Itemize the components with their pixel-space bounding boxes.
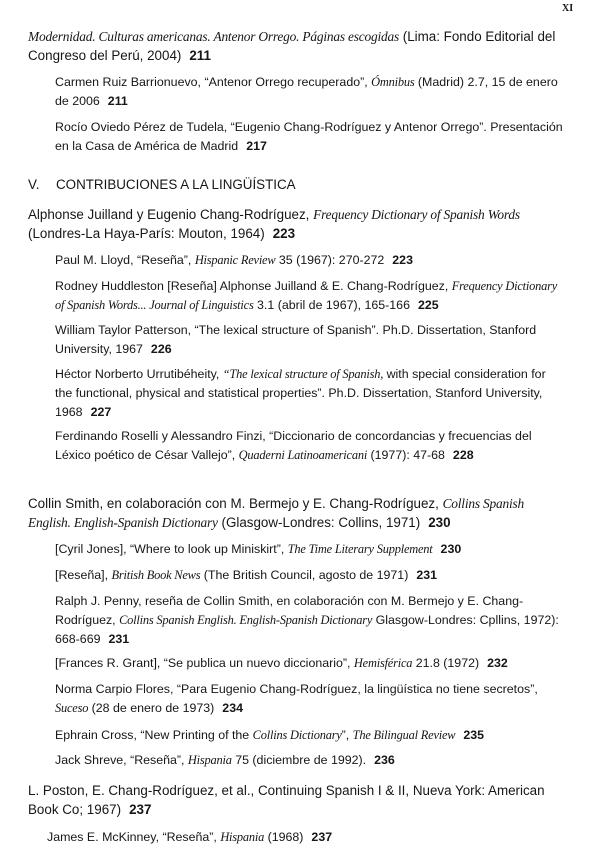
entry-text: Glasgow-Londres: Cpllins, 1972): 668-669	[55, 613, 559, 646]
entry-text: [Cyril Jones], “Where to look up Miniskirt”,	[55, 542, 288, 556]
page-number: 226	[150, 342, 172, 356]
bibliography-entry	[28, 494, 568, 532]
entry-text: 75 (diciembre de 1992).	[231, 753, 367, 767]
entry-text: (The British Council, agosto de 1971)	[200, 568, 409, 582]
section-title: CONTRIBUCIONES A LA LINGÜÍSTICA	[56, 177, 296, 192]
page-number: 223	[272, 226, 296, 241]
entry-title-italic: Hemisférica	[353, 656, 413, 670]
entry-text: 35 (1967): 270-272	[275, 253, 385, 267]
page-number: 228	[452, 448, 474, 462]
page-number: 211	[107, 94, 128, 108]
bibliography-entry	[55, 751, 565, 770]
page-number: 231	[108, 632, 130, 646]
entry-title-italic: Hispania	[220, 830, 265, 844]
page-number: 237	[311, 830, 333, 844]
bibliography-entry	[28, 781, 568, 819]
page-folio: XI	[562, 3, 574, 14]
bibliography-entry	[55, 726, 565, 745]
entry-text: 3.1 (abril de 1967), 165-166	[253, 298, 410, 312]
entry-text: Rocío Oviedo Pérez de Tudela, “Eugenio Chang-Rodríguez y Antenor Orrego”. Presentación en la Casa de América de Madrid	[55, 120, 563, 153]
page-number: 236	[374, 753, 395, 767]
section-heading	[28, 177, 296, 192]
bibliography-entry	[47, 828, 557, 847]
entry-title-italic: “The lexical structure of Spanish,	[222, 367, 384, 381]
bibliography-entry	[28, 27, 568, 65]
bibliography-entry	[55, 73, 565, 111]
entry-text: Ralph J. Penny, reseña de Collin Smith, en colaboración con M. Bermejo y E. Chang-Rodríguez,	[55, 594, 524, 627]
entry-text: (28 de enero de 1973)	[88, 701, 215, 715]
entry-title-italic: The Time Literary Supplement	[287, 542, 433, 556]
bibliography-entry	[55, 321, 565, 359]
entry-text: (Glasgow-Londres: Collins, 1971)	[217, 515, 421, 530]
page-number: 211	[189, 48, 211, 63]
entry-text: Jack Shreve, “Reseña”,	[55, 753, 188, 767]
page-number: 227	[90, 405, 112, 419]
page-number: 237	[129, 802, 152, 817]
bibliography-entry	[55, 680, 565, 718]
entry-title-italic: Hispanic Review	[194, 253, 276, 267]
entry-title-italic: Suceso	[55, 701, 89, 715]
entry-text: [Reseña],	[55, 568, 112, 582]
bibliography-entry	[55, 277, 565, 315]
entry-title-italic: Collins Spanish English. English-Spanish Dictionary	[119, 613, 373, 627]
entry-title-italic: The Bilingual Review	[352, 728, 456, 742]
bibliography-entry	[55, 540, 565, 559]
entry-text: ”,	[341, 728, 353, 742]
entry-text: Paul M. Lloyd, “Reseña”,	[55, 253, 195, 267]
page-number: 234	[222, 701, 243, 715]
entry-text: Rodney Huddleston [Reseña] Alphonse Juilland & E. Chang-Rodríguez,	[55, 279, 452, 293]
entry-title-italic: Modernidad. Culturas americanas. Antenor Orrego. Páginas escogidas	[28, 29, 400, 44]
entry-text: [Frances R. Grant], “Se publica un nuevo diccionario”,	[55, 656, 354, 670]
entry-text: (Lima: Fondo Editorial del Congreso del Perú, 2004)	[28, 29, 556, 63]
entry-text: William Taylor Patterson, “The lexical structure of Spanish”. Ph.D. Dissertation, Stanford University, 1967	[55, 323, 537, 356]
page-number: 225	[417, 298, 439, 312]
bibliography-entry	[55, 566, 565, 585]
entry-text: L. Poston, E. Chang-Rodríguez, et al., Continuing Spanish I & II, Nueva York: American Book Co; 1967)	[28, 783, 545, 817]
entry-title-italic: Ómnibus	[371, 75, 415, 89]
entry-text: Collin Smith, en colaboración con M. Bermejo y E. Chang-Rodríguez,	[28, 496, 443, 511]
bibliography-entry	[55, 427, 565, 465]
entry-title-italic: Collins Spanish English. English-Spanish Dictionary	[28, 496, 525, 530]
page-number: 217	[246, 139, 267, 153]
page-number: 223	[392, 253, 413, 267]
entry-text: Norma Carpio Flores, “Para Eugenio Chang-Rodríguez, la lingüística no tiene secretos”,	[55, 682, 538, 696]
entry-text: (1977): 47-68	[367, 448, 445, 462]
entry-title-italic: Frequency Dictionary of Spanish Words	[313, 207, 520, 222]
entry-text: (Londres-La Haya-París: Mouton, 1964)	[28, 226, 265, 241]
page-number: 232	[487, 656, 508, 670]
entry-text: Carmen Ruiz Barrionuevo, “Antenor Orrego recuperado”,	[55, 75, 372, 89]
entry-text: James E. McKinney, “Reseña”,	[47, 830, 221, 844]
entry-text: 21.8 (1972)	[412, 656, 480, 670]
page-number: 230	[428, 515, 451, 530]
entry-title-italic: Frequency Dictionary of Spanish Words... Journal of Linguistics	[55, 279, 558, 312]
entry-title-italic: Quaderni Latinoamericani	[238, 448, 368, 462]
bibliography-entry	[55, 251, 565, 270]
entry-text: Ferdinando Roselli y Alessandro Finzi, “Diccionario de concordancias y frecuencias del Léxico poético de César Vallejo”,	[55, 429, 532, 462]
bibliography-entry	[55, 118, 565, 156]
bibliography-entry	[28, 205, 568, 243]
page-number: 231	[416, 568, 438, 582]
section-number: V.	[28, 177, 40, 192]
bibliography-entry	[55, 365, 565, 422]
entry-text: (1968)	[264, 830, 304, 844]
entry-title-italic: Collins Dictionary	[252, 728, 342, 742]
bibliography-entry	[55, 654, 565, 673]
page-number: 230	[440, 542, 462, 556]
entry-title-italic: Hispania	[187, 753, 232, 767]
entry-text: Héctor Norberto Urrutibéheity,	[55, 367, 223, 381]
entry-text: Ephrain Cross, “New Printing of the	[55, 728, 253, 742]
bibliography-entry	[55, 592, 565, 649]
entry-text: (Madrid) 2.7, 15 de enero de 2006	[55, 75, 558, 108]
entry-title-italic: British Book News	[111, 568, 201, 582]
entry-text: with special consideration for the functional, physical and statistical properties”. Ph.D. Dissertation, Stanford University, 1968	[55, 367, 546, 419]
entry-text: Alphonse Juilland y Eugenio Chang-Rodríguez,	[28, 207, 314, 222]
page-number: 235	[463, 728, 485, 742]
